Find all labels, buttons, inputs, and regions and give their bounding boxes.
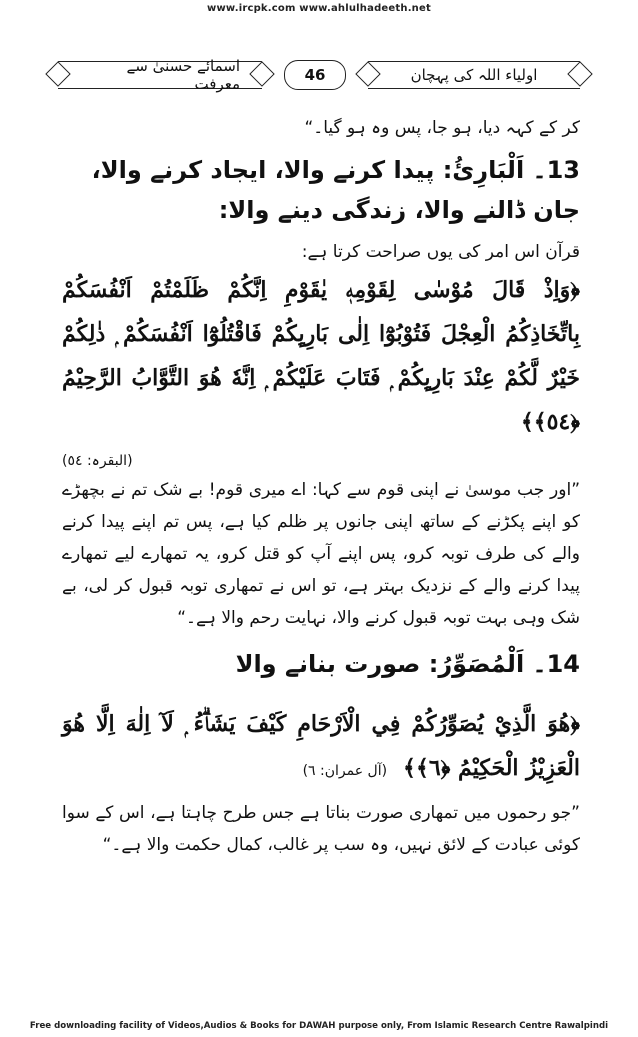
book-title-banner — [368, 61, 580, 89]
site-urls: www.ircpk.com www.ahlulhadeeth.net — [207, 3, 431, 14]
chapter-title-banner — [58, 57, 262, 93]
reference-imran: (آل عمران: ٦) — [302, 763, 388, 779]
chapter-title: اسمائے حسنیٰ سے معرفت — [126, 57, 240, 93]
book-title: اولیاء اللہ کی پہچان — [410, 66, 538, 84]
ayah-imran — [62, 702, 580, 793]
quran-intro: قرآن اس امر کی یوں صراحت کرتا ہے: — [301, 242, 580, 262]
translation-baqarah: ”اور جب موسیٰ نے اپنی قوم سے کہا: اے میری قوم! بے شک تم نے بچھڑے کو اپنے پکڑنے کے ساتھ اپنی جانوں پر ظلم کیا ہے، پس تم اپنے پیدا کرنے والے کی طرف توبہ کرو، پس اپنے آپ کو قتل کرو، یہ تمھارے لیے تمھارے پیدا کرنے والے کے نزدیک بہتر ہے، تو اس نے تمھاری توبہ قبول کر لی، بے شک وہی بہت توبہ قبول کرنے والا، نہایت رحم والا ہے۔“ — [62, 480, 580, 628]
translation-imran: ”جو رحموں میں تمھاری صورت بناتا ہے جس طرح چاہتا ہے، اس کے سوا کوئی عبادت کے لائق نہیں، وہ سب پر غالب، کمال حکمت والا ہے۔“ — [62, 803, 580, 855]
page-number: 46 — [284, 60, 346, 90]
page-body — [62, 112, 580, 861]
heading-al-bari: 13۔ اَلْبَارِئُ: پیدا کرنے والا، ایجاد کرنے والا، جان ڈالنے والا، زندگی دینے والا: — [91, 156, 580, 224]
ayah-imran-text: ﴿هُوَ الَّذِيْ يُصَوِّرُكُمْ فِي الْاَرْحَامِ كَيْفَ يَشَاۗءُ ۭ لَآ اِلٰهَ اِلَّا هُوَ الْعَزِيْزُ الْحَكِيْمُ ﴿٦﴾﴾ — [62, 711, 580, 781]
heading-al-musawwir: 14۔ اَلْمُصَوِّرُ: صورت بنانے والا — [235, 650, 580, 678]
ayah-baqarah: ﴿وَاِذْ قَالَ مُوْسٰی لِقَوْمِهٖ یٰقَوْمِ اِنَّكُمْ ظَلَمْتُمْ اَنْفُسَكُمْ بِاتِّخَاذِكُمُ الْعِجْلَ فَتُوْبُوْٓا اِلٰی بَارِىِٕكُمْ فَاقْتُلُوْٓا اَنْفُسَكُمْ ۭ ذٰلِكُمْ خَيْرٌ لَّكُمْ عِنْدَ بَارِىِٕكُمْ ۭ فَتَابَ عَلَيْكُمْ ۭ اِنَّهٗ هُوَ التَّوَّابُ الرَّحِيْمُ ﴿٥٤﴾﴾ — [62, 277, 580, 435]
continuation-line: کر کے کہہ دیا، ہو جا، پس وہ ہو گیا۔“ — [304, 118, 580, 138]
footer-note: Free downloading facility of Videos,Audios & Books for DAWAH purpose only, From Islamic Research Centre Rawalpindi — [29, 1021, 609, 1031]
reference-baqarah: (البقرہ: ٥٤) — [62, 453, 133, 469]
page-header — [58, 59, 580, 91]
